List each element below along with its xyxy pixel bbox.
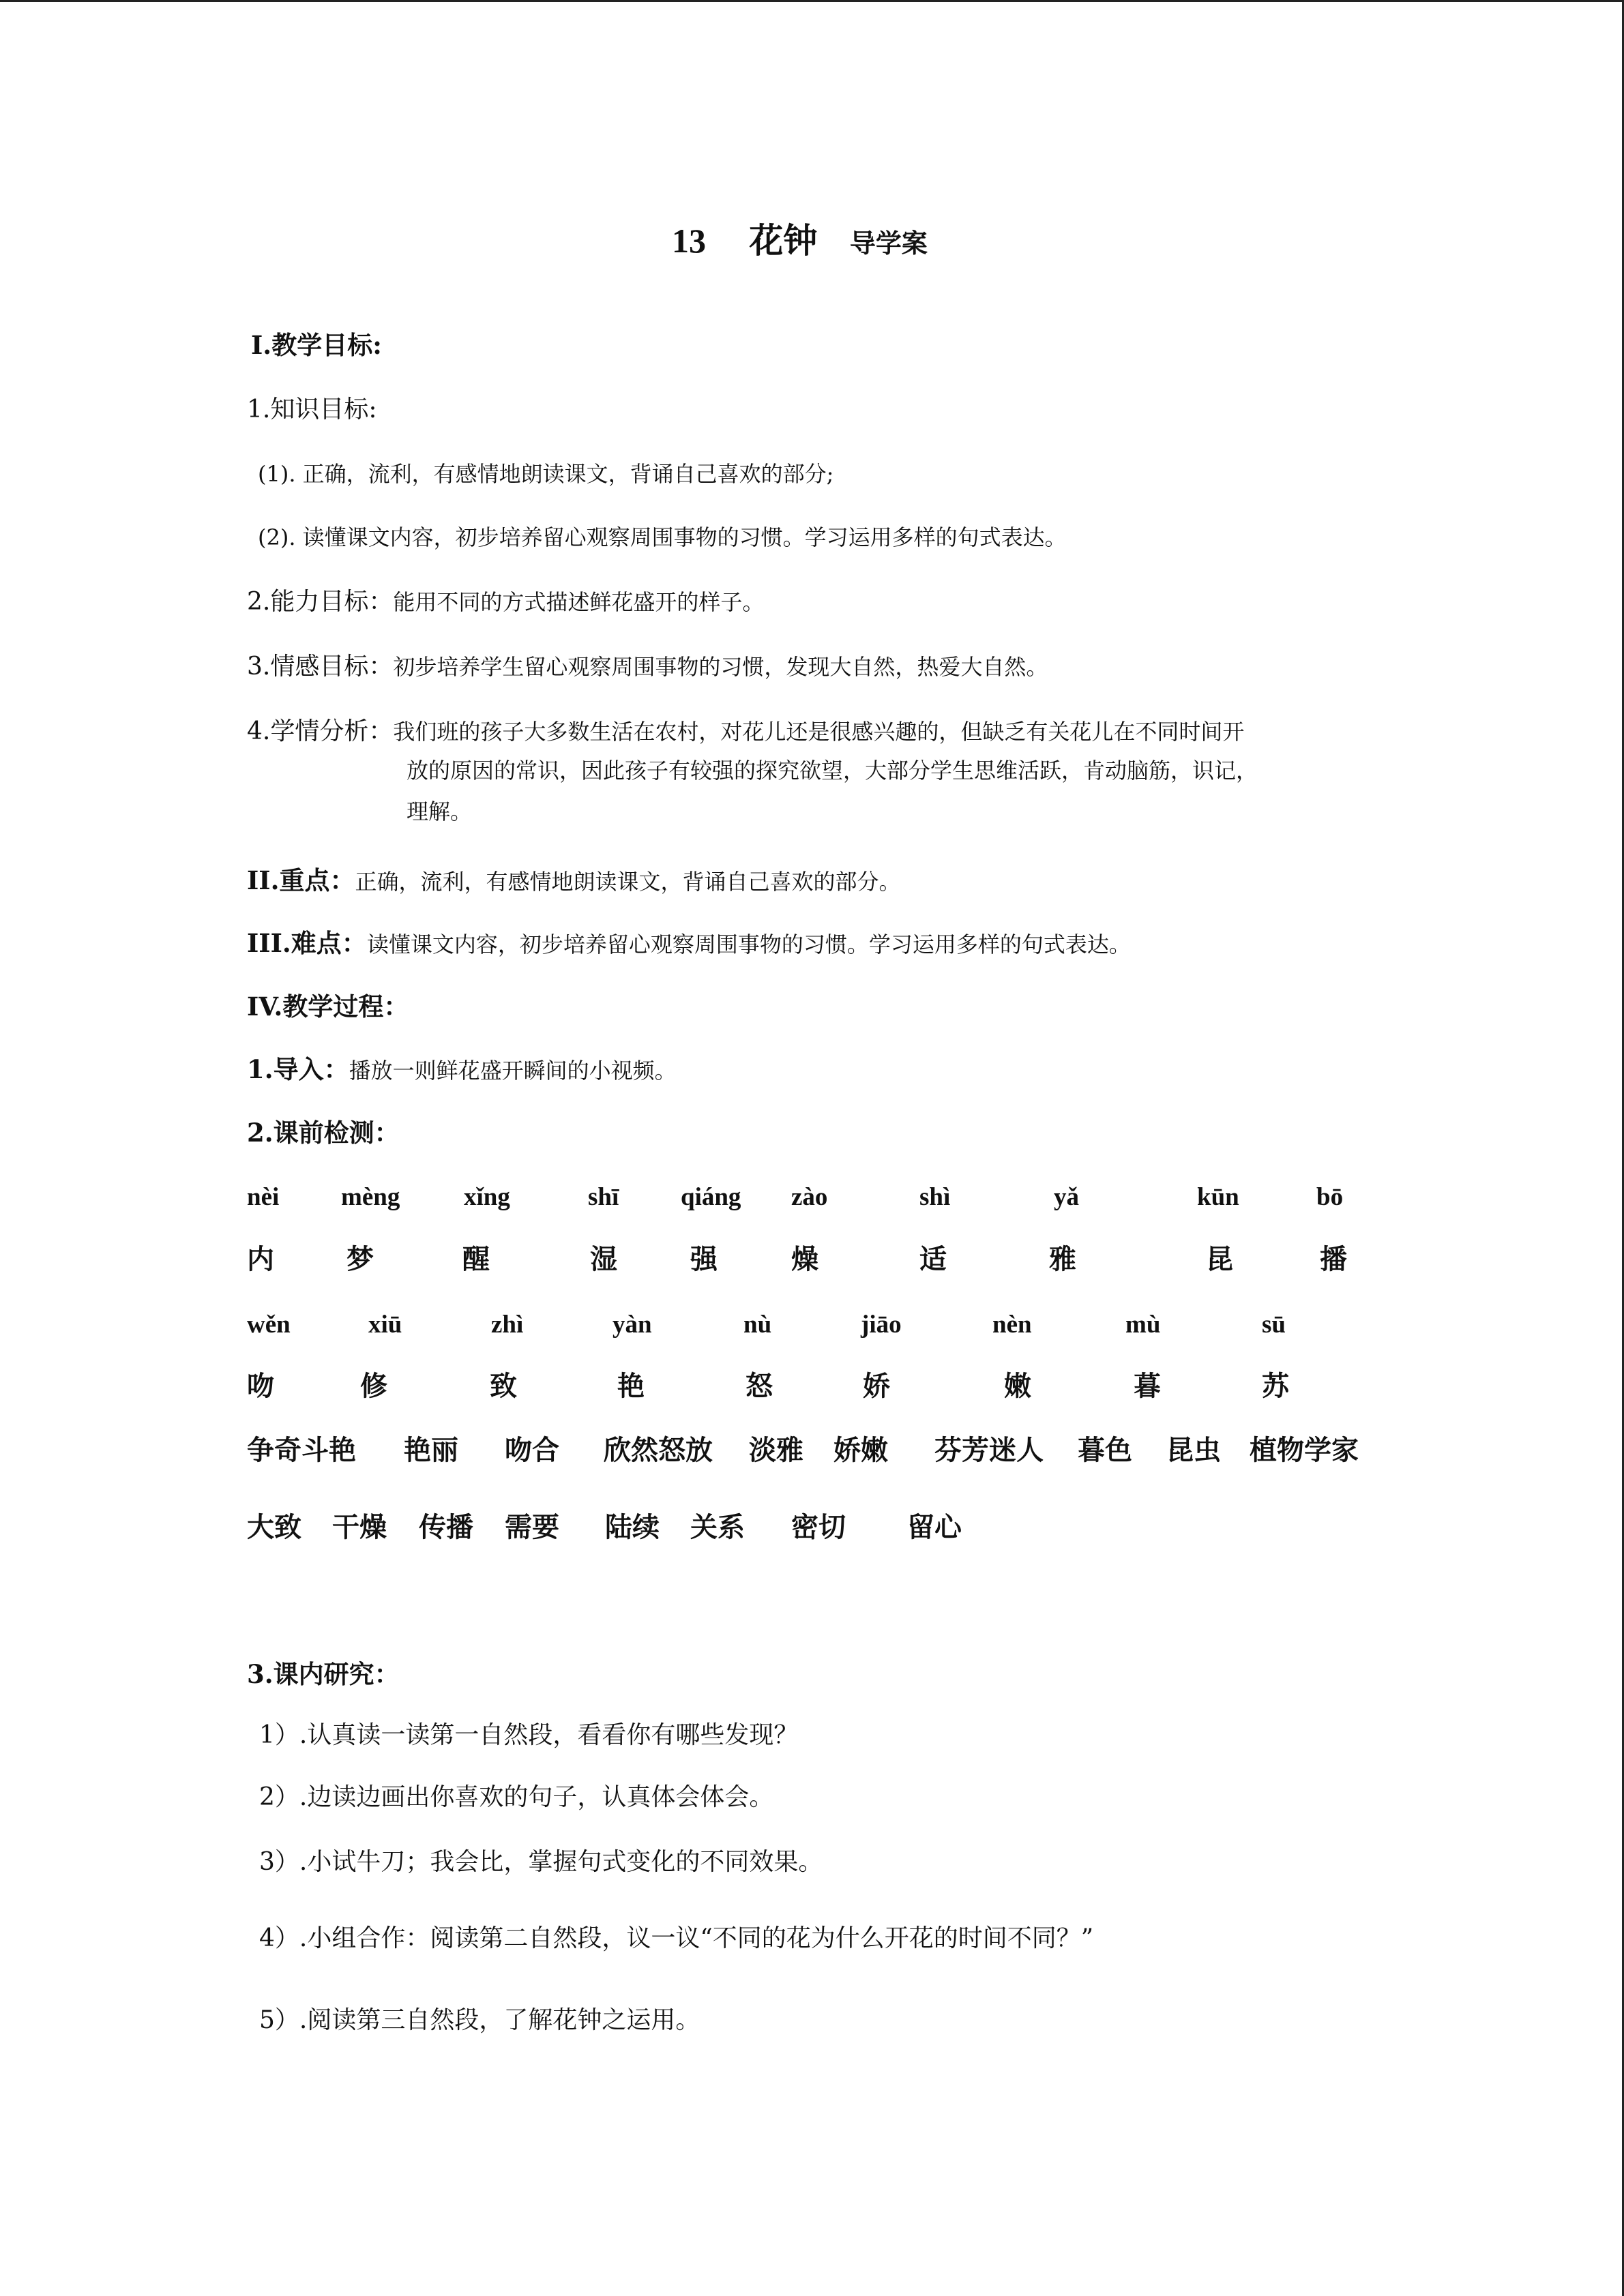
pinyin-1-7: shì bbox=[919, 1183, 951, 1211]
pinyin-1-8: yǎ bbox=[1054, 1183, 1079, 1211]
analysis-line-2: 放的原因的常识，因此孩子有较强的探究欲望，大部分学生思维活跃，肯动脑筋，识记， bbox=[407, 758, 1258, 784]
pinyin-1-6: zào bbox=[791, 1183, 828, 1211]
word-1-3: 吻合 bbox=[505, 1434, 559, 1466]
char-2-5: 怒 bbox=[745, 1370, 773, 1402]
pinyin-1-5: qiáng bbox=[681, 1183, 741, 1211]
intro-text: 播放一则鲜花盛开瞬间的小视频。 bbox=[349, 1058, 677, 1084]
ability-label: 2.能力目标： bbox=[247, 588, 394, 616]
research-item-2: 2）.边读边画出你喜欢的句子，认真体会体会。 bbox=[259, 1783, 774, 1811]
research-item-4: 4）.小组合作：阅读第二自然段，议一议“不同的花为什么开花的时间不同？” bbox=[259, 1924, 1094, 1952]
char-2-8: 暮 bbox=[1134, 1370, 1161, 1402]
pinyin-1-3: xǐng bbox=[464, 1183, 510, 1211]
word-1-9: 昆虫 bbox=[1166, 1434, 1221, 1466]
char-1-3: 醒 bbox=[462, 1243, 490, 1275]
research-item-5: 5）.阅读第三自然段，了解花钟之运用。 bbox=[259, 2006, 700, 2034]
knowledge-label: 1.知识目标: bbox=[247, 396, 377, 423]
research-item-1: 1）.认真读一读第一自然段，看看你有哪些发现？ bbox=[259, 1721, 799, 1749]
char-2-3: 致 bbox=[490, 1370, 517, 1402]
word-1-1: 争奇斗艳 bbox=[247, 1434, 356, 1466]
word-1-8: 暮色 bbox=[1078, 1434, 1132, 1466]
char-2-6: 娇 bbox=[863, 1370, 890, 1402]
char-1-8: 雅 bbox=[1049, 1243, 1076, 1275]
ability-text: 能用不同的方式描述鲜花盛开的样子。 bbox=[393, 589, 765, 615]
emotion-text: 初步培养学生留心观察周围事物的习惯，发现大自然，热爱大自然。 bbox=[393, 654, 1048, 680]
analysis-line-1: 我们班的孩子大多数生活在农村，对花儿还是很感兴趣的，但缺乏有关花儿在不同时间开 bbox=[393, 719, 1245, 745]
char-1-7: 适 bbox=[919, 1243, 947, 1275]
word-1-2: 艳丽 bbox=[404, 1434, 458, 1466]
word-1-5: 淡雅 bbox=[749, 1434, 803, 1466]
ability-goal bbox=[247, 586, 764, 617]
word-2-8: 留心 bbox=[907, 1511, 962, 1543]
analysis-goal bbox=[247, 716, 1244, 747]
pinyin-2-6: jiāo bbox=[861, 1311, 902, 1339]
char-2-2: 修 bbox=[360, 1370, 387, 1402]
analysis-line-3: 理解。 bbox=[407, 799, 473, 824]
intro-label: 1.导入： bbox=[247, 1054, 349, 1084]
char-1-2: 梦 bbox=[346, 1243, 374, 1275]
pinyin-2-1: wěn bbox=[247, 1311, 291, 1339]
char-2-9: 苏 bbox=[1262, 1370, 1289, 1402]
char-1-6: 燥 bbox=[791, 1243, 818, 1275]
char-1-10: 播 bbox=[1320, 1243, 1347, 1275]
difficulty-text: 读懂课文内容，初步培养留心观察周围事物的习惯。学习运用多样的句式表达。 bbox=[366, 931, 1131, 957]
pinyin-2-4: yàn bbox=[612, 1311, 652, 1339]
pinyin-1-4: shī bbox=[588, 1183, 619, 1211]
key-point-text: 正确，流利，有感情地朗读课文，背诵自己喜欢的部分。 bbox=[355, 869, 901, 895]
word-2-6: 关系 bbox=[690, 1511, 745, 1543]
emotion-label: 3.情感目标： bbox=[247, 653, 394, 681]
word-2-3: 传播 bbox=[419, 1511, 473, 1543]
difficulty-label: III.难点： bbox=[247, 928, 367, 958]
lesson-subtitle: 导学案 bbox=[849, 228, 928, 258]
pinyin-2-8: mù bbox=[1125, 1311, 1161, 1339]
difficulty bbox=[247, 927, 1131, 959]
pinyin-2-5: nù bbox=[743, 1311, 772, 1339]
word-1-4: 欣然怒放 bbox=[604, 1434, 713, 1466]
pinyin-1-10: bō bbox=[1316, 1183, 1344, 1211]
char-2-7: 嫩 bbox=[1004, 1370, 1031, 1402]
check-label: 2.课前检测： bbox=[247, 1118, 400, 1148]
word-2-4: 需要 bbox=[505, 1511, 559, 1543]
page-border-top bbox=[0, 0, 1624, 2]
page-title bbox=[672, 220, 928, 263]
word-2-7: 密切 bbox=[791, 1511, 846, 1543]
char-1-4: 湿 bbox=[590, 1243, 617, 1275]
word-1-7: 芬芳迷人 bbox=[934, 1434, 1044, 1466]
lesson-number: 13 bbox=[672, 222, 706, 260]
intro bbox=[247, 1054, 677, 1085]
pinyin-2-2: xiū bbox=[368, 1311, 402, 1339]
char-2-1: 吻 bbox=[247, 1370, 274, 1402]
word-2-5: 陆续 bbox=[605, 1511, 660, 1543]
pinyin-2-9: sū bbox=[1262, 1311, 1286, 1339]
emotion-goal bbox=[247, 651, 1048, 682]
pinyin-2-7: nèn bbox=[992, 1311, 1032, 1339]
analysis-label: 4.学情分析： bbox=[247, 717, 394, 745]
char-1-5: 强 bbox=[690, 1243, 718, 1275]
word-2-1: 大致 bbox=[247, 1511, 301, 1543]
char-1-9: 昆 bbox=[1206, 1243, 1233, 1275]
knowledge-item-2: (2). 读懂课文内容，初步培养留心观察周围事物的习惯。学习运用多样的句式表达。 bbox=[258, 524, 1067, 550]
char-1-1: 内 bbox=[247, 1243, 274, 1275]
knowledge-item-1: (1). 正确，流利，有感情地朗读课文，背诵自己喜欢的部分; bbox=[258, 461, 834, 487]
goals-heading: Ⅰ.教学目标: bbox=[251, 330, 382, 360]
key-point bbox=[247, 865, 901, 896]
key-point-label: II.重点： bbox=[247, 865, 355, 895]
pinyin-1-9: kūn bbox=[1197, 1183, 1239, 1211]
word-1-6: 娇嫩 bbox=[833, 1434, 888, 1466]
pinyin-1-1: nèi bbox=[247, 1183, 280, 1211]
process-heading: IV.教学过程： bbox=[247, 992, 409, 1022]
lesson-name: 花钟 bbox=[749, 220, 818, 260]
word-2-2: 干燥 bbox=[332, 1511, 387, 1543]
research-label: 3.课内研究： bbox=[247, 1659, 400, 1689]
word-1-10: 植物学家 bbox=[1250, 1434, 1359, 1466]
char-2-4: 艳 bbox=[617, 1370, 645, 1402]
pinyin-2-3: zhì bbox=[491, 1311, 524, 1339]
research-item-3: 3）.小试牛刀；我会比，掌握句式变化的不同效果。 bbox=[259, 1848, 823, 1876]
pinyin-1-2: mèng bbox=[341, 1183, 400, 1211]
